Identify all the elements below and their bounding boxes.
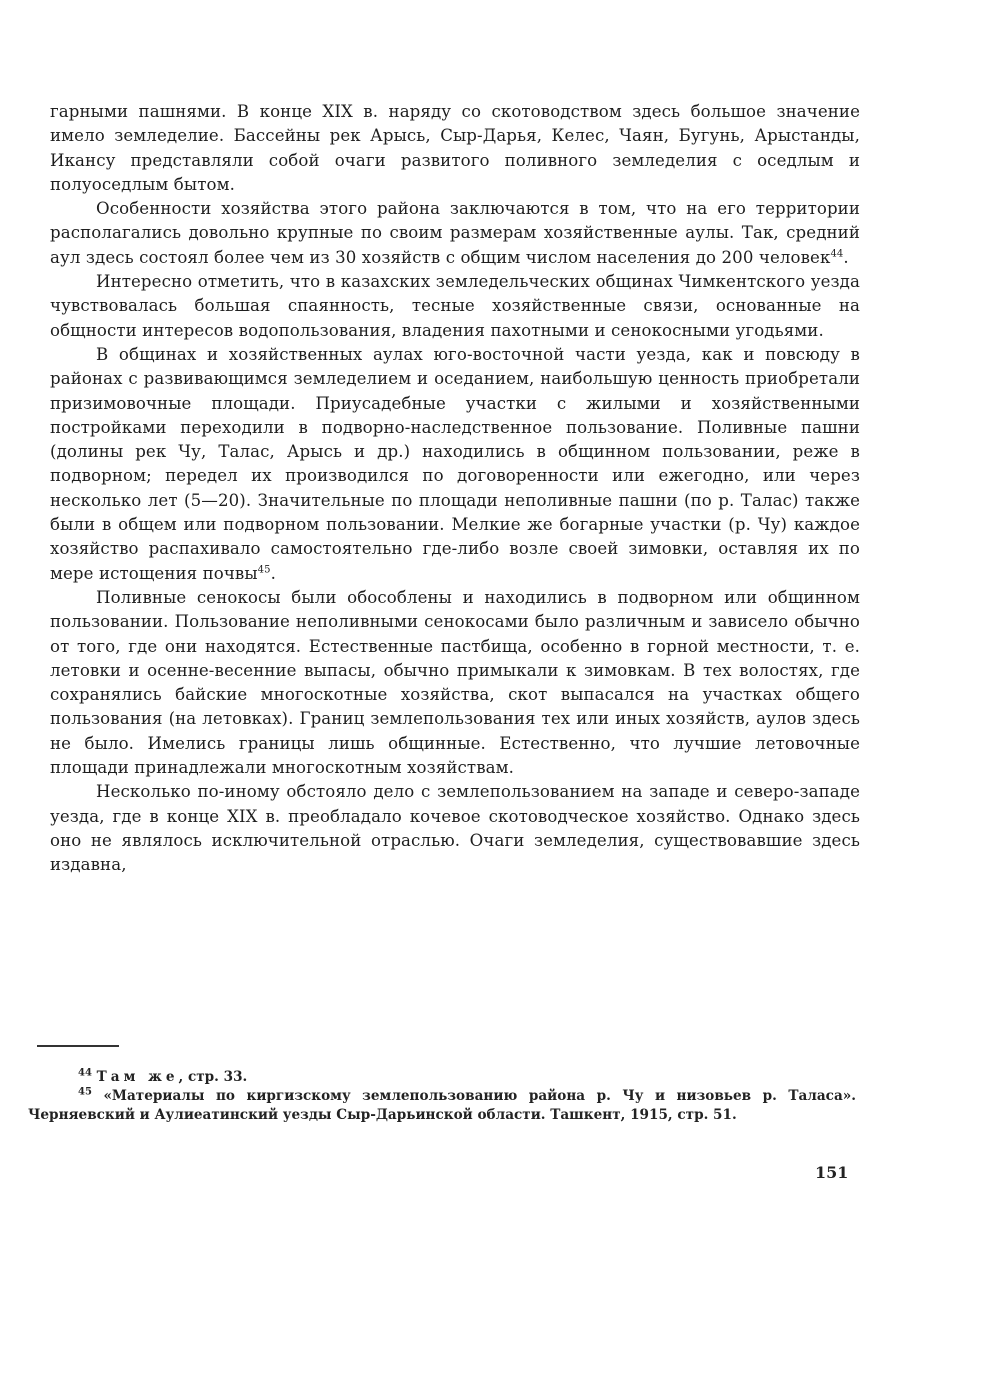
paragraph-3-text: Интересно отметить, что в казахских земледельческих общинах Чимкентского уезда чувствовалась большая спаянность, тесные хозяйственные связи, основанные на общности интересов водопользования, владения пахотными и сенокосными угодьями. [50,272,860,340]
paragraph-4 [50,343,860,586]
footnote-44 [28,1068,856,1087]
paragraph-2-end: . [843,247,849,267]
paragraph-6 [50,780,860,877]
footnote-ref-45[interactable]: 45 [257,564,271,576]
paragraph-5-text: Поливные сенокосы были обособлены и находились в подворном или общинном пользовании. Пользование неполивными сенокосами было различным и зависело обычно от того, где они находятся. Естественные пастбища, особенно в горной местности, т. е. летовки и осенне-весенние выпасы, обычно примыкали к зимовкам. В тех волостях, где сохранялись байские многоскотные хозяйства, скот выпасался на участках общего пользования (на летовках). Границ землепользования тех или иных хозяйств, аулов здесь не было. Имелись границы лишь общинные. Естественно, что лучшие летовочные площади принадлежали многоскотным хозяйствам. [50,587,860,778]
footnote-44-text: , стр. 33. [178,1069,248,1085]
footnote-ref-44[interactable]: 44 [830,248,844,260]
paragraph-2 [50,197,860,270]
paragraph-1 [50,100,860,197]
paragraph-1-text: гарными пашнями. В конце XIX в. наряду со скотоводством здесь большое значение имело земледелие. Бассейны рек Арысь, Сыр-Дарья, Келес, Чаян, Бугунь, Арыстанды, Икансу представляли собой очаги развитого поливного земледелия с оседлым и полуоседлым бытом. [50,102,860,194]
paragraph-4-text: В общинах и хозяйственных аулах юго-восточной части уезда, как и повсюду в районах с развивающимся земледелием и оседанием, наибольшую ценность приобретали призимовочные площади. Приусадебные участки с жилыми и хозяйственными постройками переходили в подворно-наследственное пользование. Поливные пашни (долины рек Чу, Талас, Арысь и др.) находились в общинном пользовании, реже в подворном; передел их производился по договоренности или ежегодно, или через несколько лет (5—20). Значительные по площади неполивные пашни (по р. Талас) также были в общем или подворном пользовании. Мелкие же богарные участки (р. Чу) каждое хозяйство распахивало самостоятельно где-либо возле своей зимовки, оставляя их по мере истощения почвы [50,344,860,583]
footnote-45-text: «Материалы по киргизскому землепользованию района р. Чу и низовьев р. Таласа». Черняевский и Аулиеатинский уезды Сыр-Дарьинской области. Ташкент, 1915, стр. 51. [28,1088,856,1123]
footnote-divider [37,1045,119,1047]
paragraph-5 [50,586,860,780]
paragraph-4-end: . [270,563,276,583]
paragraph-2-text: Особенности хозяйства этого района заключаются в том, что на его территории располагались довольно крупные по своим размерам хозяйственные аулы. Так, средний аул здесь состоял более чем из 30 хозяйств с общим числом населения до 200 человек [50,199,860,267]
footnote-45 [28,1087,856,1125]
paragraph-3 [50,270,860,343]
footnote-number: 44 [78,1067,92,1079]
book-page [50,100,860,1330]
footnotes [28,1068,856,1125]
footnote-44-spaced-text: Там же [96,1069,179,1085]
main-text [50,100,860,878]
footnote-number: 45 [78,1086,92,1098]
page-number: 151 [815,1163,849,1182]
paragraph-6-text: Несколько по-иному обстояло дело с землепользованием на западе и северо-западе уезда, где в конце XIX в. преобладало кочевое скотоводческое хозяйство. Однако здесь оно не являлось исключительной отраслью. Очаги земледелия, существовавшие здесь издавна, [50,782,860,875]
